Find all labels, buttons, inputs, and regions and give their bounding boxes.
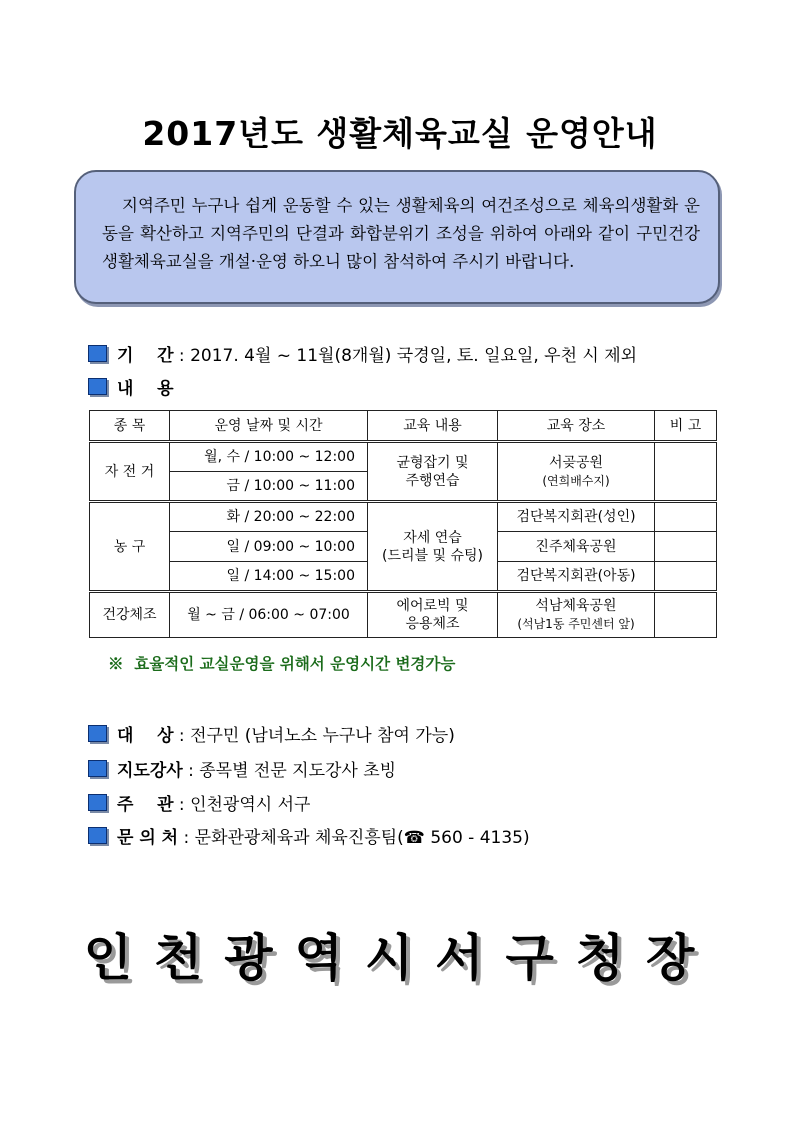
blue-square-bullet-icon	[88, 378, 107, 395]
contact-label: 문 의 처	[117, 827, 179, 848]
remarks-cell	[655, 502, 717, 532]
header-place: 교육 장소	[498, 411, 655, 442]
place-name: 석남체육공원	[535, 598, 617, 614]
sport-cell: 농 구	[90, 502, 170, 592]
place-cell: 진주체육공원	[498, 532, 655, 562]
table-row	[90, 442, 717, 472]
instructor-value: : 종목별 전문 지도강사 초빙	[182, 760, 397, 781]
intro-text: 지역주민 누구나 쉽게 운동할 수 있는 생활체육의 여건조성으로 체육의생활화 운동을 확산하고 지역주민의 단결과 화합분위기 조성을 위하여 아래와 같이 구민건강 생활체육교실을 개설·운영 하오니 많이 참석하여 주시기 바랍니다.	[102, 196, 700, 271]
document-title: 2017년도 생활체육교실 운영안내	[142, 114, 658, 153]
content-label: 내 용	[117, 378, 174, 399]
place-cell	[498, 442, 655, 502]
time-cell: 월, 수 / 10:00 ~ 12:00	[170, 442, 368, 472]
host-line	[88, 789, 310, 815]
content-cell: 자세 연습 (드리블 및 슈팅)	[368, 502, 498, 592]
header-time: 운영 날짜 및 시간	[170, 411, 368, 442]
contact-value: : 문화관광체육과 체육진흥팀(☎ 560 - 4135)	[178, 827, 530, 848]
place-cell	[498, 592, 655, 638]
target-value: : 전구민 (남녀노소 누구나 참여 가능)	[173, 725, 455, 746]
period-label: 기 간	[117, 345, 174, 366]
time-cell: 금 / 10:00 ~ 11:00	[170, 472, 368, 502]
instructor-label: 지도강사	[117, 760, 183, 781]
schedule-change-note: ※ 효율적인 교실운영을 위해서 운영시간 변경가능	[108, 654, 456, 673]
schedule-table	[89, 410, 717, 638]
place-name: 서곶공원	[548, 454, 604, 471]
time-cell: 화 / 20:00 ~ 22:00	[170, 502, 368, 532]
remarks-cell	[655, 442, 717, 502]
period-value: : 2017. 4월 ~ 11월(8개월) 국경일, 토. 일요일, 우천 시 제외	[173, 345, 638, 366]
blue-square-bullet-icon	[88, 827, 107, 844]
place-sub: (연희배수지)	[542, 473, 610, 488]
issuer-signature: 인천광역시서구청장	[83, 929, 717, 987]
target-label: 대 상	[117, 725, 174, 746]
header-sport: 종 목	[90, 411, 170, 442]
content-cell: 균형잡기 및 주행연습	[368, 442, 498, 502]
blue-square-bullet-icon	[88, 345, 107, 362]
host-value: : 인천광역시 서구	[173, 794, 311, 815]
remarks-cell	[655, 532, 717, 562]
target-line	[88, 720, 455, 746]
blue-square-bullet-icon	[88, 725, 107, 742]
sport-cell: 건강체조	[90, 592, 170, 638]
contact-line	[88, 822, 530, 848]
remarks-cell	[655, 562, 717, 592]
table-header-row	[90, 411, 717, 442]
place-sub: (석남1동 주민센터 앞)	[517, 617, 635, 631]
blue-square-bullet-icon	[88, 794, 107, 811]
remarks-cell	[655, 592, 717, 638]
time-cell: 월 ~ 금 / 06:00 ~ 07:00	[170, 592, 368, 638]
host-label: 주 관	[117, 794, 174, 815]
header-remarks: 비 고	[655, 411, 717, 442]
header-content: 교육 내용	[368, 411, 498, 442]
period-line	[88, 340, 637, 366]
time-cell: 일 / 09:00 ~ 10:00	[170, 532, 368, 562]
time-cell: 일 / 14:00 ~ 15:00	[170, 562, 368, 592]
intro-notice-box	[74, 170, 720, 304]
table-row	[90, 592, 717, 638]
sport-cell: 자 전 거	[90, 442, 170, 502]
place-cell: 검단복지회관(성인)	[498, 502, 655, 532]
place-cell: 검단복지회관(아동)	[498, 562, 655, 592]
content-line	[88, 373, 174, 399]
content-cell: 에어로빅 및 응용체조	[368, 592, 498, 638]
blue-square-bullet-icon	[88, 760, 107, 777]
table-row	[90, 502, 717, 532]
instructor-line	[88, 755, 396, 781]
